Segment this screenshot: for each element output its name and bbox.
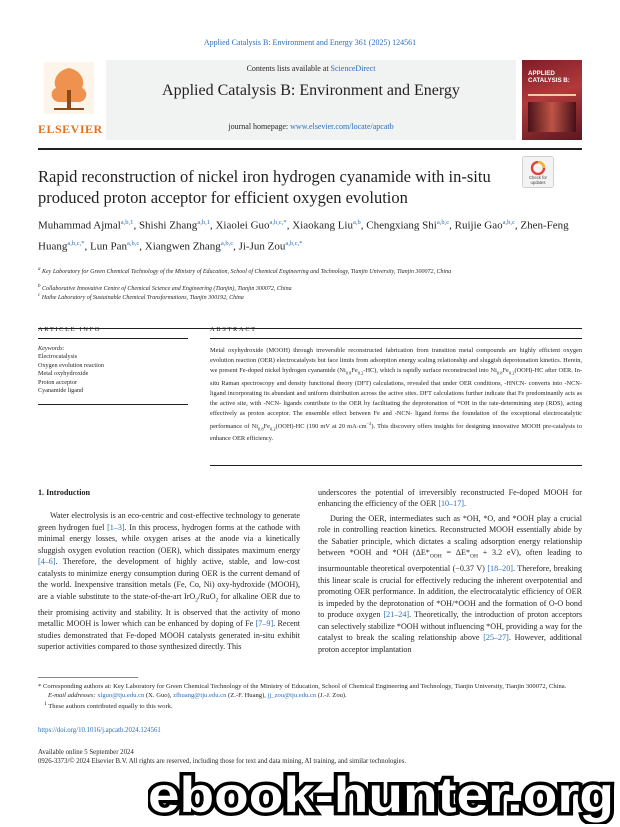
body-sub: OH: [470, 553, 478, 560]
body-sub: 2: [195, 597, 198, 604]
contents-line: [106, 64, 516, 73]
abstract-seg: (OOH)-HC after OER. In-situ Raman spectroscopy and density functional theory (DFT) calculations, revealed that under OER conditions, -HNCN- converts into -NCN- ligand incorporating its abundant and uniform distribution across the active sites. DFT calculations further indicate that Fe predominantly acts as the active site, with -NCN- ligands contribute to the OER by facilitating the deprotonation of *OH in the rate-determining step (RDS), acting effectively as proton acceptor. The ensemble effect between Fe and -NCN- ligand forms the foundation of the exceptional electrocatalytic performance of Ni: [210, 367, 582, 431]
article-info-rule: [38, 328, 582, 329]
body-seg: + 3.2 eV), often leading to insurmountable theoretical overpotential (−0.37 V): [318, 548, 582, 574]
cover-title: APPLIED CATALYSIS B:: [528, 70, 570, 84]
keyword-item: Cyanamide ligand: [38, 387, 84, 395]
abstract-text: [210, 346, 582, 444]
abstract-heading: ABSTRACT: [210, 326, 257, 333]
author-list: [38, 214, 578, 255]
body-seg: for alkaline OER due to their promising activity and stability. It is observed that the activity of mono metallic MOOH is lower which can be enhanced by doping of Fe: [38, 591, 300, 629]
abstract-bottom-rule: [210, 465, 582, 466]
keyword-item: Metal oxyhydroxide: [38, 370, 89, 378]
author-name[interactable]: Xiangwen Zhang: [144, 240, 221, 253]
doi-link[interactable]: https://doi.org/10.1016/j.apcatb.2024.124561: [38, 727, 161, 734]
reference-link[interactable]: [7–9]: [255, 619, 274, 629]
affiliation-mark: a: [38, 267, 41, 272]
author-affiliation-mark[interactable]: a,b: [352, 219, 361, 226]
abstract-seg: Fe: [263, 423, 270, 431]
abstract-sub: 0.8: [345, 370, 352, 376]
journal-name: Applied Catalysis B: Environment and Energy: [162, 82, 460, 99]
affiliation-text: Haihe Laboratory of Sustainable Chemical Transformations, Tianjin 300192, China: [41, 295, 244, 301]
footnote-rule: [38, 677, 138, 678]
abstract-rule: [210, 338, 582, 339]
body-seg: .: [463, 499, 466, 509]
body-column-right: [318, 487, 582, 655]
homepage-prefix: journal homepage:: [228, 122, 291, 131]
abstract-sub: 0.8: [496, 370, 503, 376]
keywords-list: [38, 353, 188, 395]
keyword-item: Oxygen evolution reaction: [38, 361, 104, 369]
elsevier-wordmark: ELSEVIER: [38, 122, 103, 136]
body-seg: . Theoretically, the introduction of proton acceptors can selectively stabilize *OOH without influencing *OH, providing a way for the catalyst to break the scaling relationship above: [318, 610, 582, 643]
email-link-huang[interactable]: zfhuang@tju.edu.cn: [173, 692, 227, 700]
journal-cover-image[interactable]: [522, 60, 582, 140]
author-separator: ,: [139, 240, 145, 253]
check-updates-label: Check for updates: [529, 175, 547, 185]
watermark-text: ebook-hunter.org: [148, 767, 614, 823]
author-name[interactable]: Xiaokang Liu: [292, 219, 353, 232]
body-seg: /RuO: [198, 591, 216, 601]
author-separator: ,: [133, 219, 139, 232]
author-separator: ,: [360, 219, 367, 232]
intro-paragraph: [38, 510, 300, 652]
author-name[interactable]: Lun Pan: [89, 240, 127, 253]
author-affiliation-mark[interactable]: a,b,c,*: [285, 239, 303, 247]
author-name[interactable]: Muhammad Ajmal: [38, 219, 121, 232]
check-for-updates-button[interactable]: [522, 156, 554, 188]
body-sub: OOH: [429, 553, 442, 560]
cover-artwork: [528, 102, 576, 132]
email-addresses: [38, 691, 582, 700]
author-name[interactable]: Chengxiang Shi: [366, 219, 437, 232]
email-owner: (J.-J. Zou).: [316, 692, 347, 700]
header-rule: [38, 148, 582, 150]
journal-citation-link[interactable]: Applied Catalysis B: Environment and Energy 361 (2025) 124561: [203, 38, 417, 47]
author-name[interactable]: Shishi Zhang: [138, 219, 198, 232]
keywords-box: [38, 345, 188, 395]
journal-banner: [106, 60, 516, 140]
reference-link[interactable]: [1–3]: [107, 522, 125, 532]
reference-link[interactable]: [10–17]: [438, 499, 464, 509]
reference-link[interactable]: [21–24]: [383, 610, 410, 620]
abstract-sub: 0.2: [508, 370, 515, 376]
body-seg: . However, additional proton acceptor implantation: [318, 633, 582, 654]
author-affiliation-mark[interactable]: a,b,c: [436, 219, 450, 226]
body-seg: During the OER, intermediates such as *OH, *O, and *OOH play a crucial role in controlling reaction kinetics. Reconstructed MOOH essentially abide by the Sabatier principle, which dictates a scaling adsorption energy relationship between *OOH and *OH (ΔE*: [318, 513, 582, 558]
equal-contribution-note: [38, 700, 582, 711]
abstract-seg: -HC), which is rapidly surface reconstructed into Ni: [363, 367, 497, 375]
reference-link[interactable]: [18–20]: [487, 564, 513, 574]
email-link-guo[interactable]: xlguo@tju.edu.cn: [97, 692, 145, 700]
abstract-seg: Metal oxyhydroxide (MOOH) through irreversible reconstructed fabrication from transition metal compounds are highly efficient oxygen evolution reaction (OER) electrocatalysts but face limits from adsorption energy scaling relationship and sluggish deprotonation kinetics. Herein, we present Fe-doped nickel hydrogen cyanamide (Ni: [210, 347, 582, 375]
email-label: E-mail addresses:: [48, 692, 98, 700]
author-separator: ,: [209, 219, 216, 232]
keyword-item: Electrocatalysis: [38, 353, 78, 361]
homepage-line: [106, 122, 516, 131]
equal-mark: 1: [44, 701, 47, 708]
affiliation-item: [38, 266, 578, 276]
keywords-bottom-rule: [38, 404, 188, 405]
contents-prefix: Contents lists available at: [246, 64, 331, 73]
author-affiliation-mark[interactable]: a,b,c: [502, 219, 515, 226]
body-seg: . Therefore, the development of highly active, stable, and low-cost catalysts to minimize energy consumption during OER is the current demand of the world. Inexpensive transition metals (Fe, Co, Ni) oxy-hydroxide (MOOH), are a viable substitute to the state-of-the-art IrO: [38, 557, 300, 601]
journal-homepage-link[interactable]: www.elsevier.com/locate/apcatb: [290, 122, 394, 131]
author-name[interactable]: Zhen-Feng Huang: [38, 219, 569, 253]
author-affiliation-mark[interactable]: a,b,c: [126, 239, 140, 247]
available-online-date: Available online 5 September 2024: [38, 749, 134, 756]
affiliation-mark: b: [38, 284, 41, 289]
abstract-sup: −2: [366, 420, 372, 426]
author-name[interactable]: Xiaolei Guo: [215, 219, 270, 232]
author-name[interactable]: Ji-Jun Zou: [238, 240, 286, 253]
footnotes: [38, 682, 582, 712]
reference-link[interactable]: [25–27]: [483, 633, 509, 643]
affiliation-item: [38, 292, 578, 302]
affiliation-text: Collaborative Innovative Centre of Chemical Science and Engineering (Tianjin), Tianjin 300072, China: [42, 286, 292, 292]
author-affiliation-mark[interactable]: a,b,c,*: [269, 219, 287, 226]
watermark-logo: [148, 766, 618, 824]
copyright-line: 0926-3373/© 2024 Elsevier B.V. All rights are reserved, including those for text and data mining, AI training, and similar technologies.: [38, 758, 407, 766]
article-title: Rapid reconstruction of nickel iron hydrogen cyanamide with in-situ produced proton acceptor for efficient oxygen evolution: [38, 167, 491, 207]
body-seg: . In this process, hydrogen forms at the cathode with minimal energy losses, while oxygen arises at the anode via a kinetically sluggish oxygen evolution reaction (OER), which dissipates maximum energy: [38, 522, 300, 555]
body-sub: 2: [215, 597, 219, 604]
cover-stripe: [528, 94, 576, 96]
author-separator: ,: [449, 219, 455, 232]
elsevier-tree-icon: [44, 62, 94, 114]
keywords-rule: [38, 338, 188, 339]
equal-text: These authors contributed equally to this work.: [48, 703, 173, 711]
author-affiliation-mark[interactable]: a,b,c: [220, 239, 234, 247]
affiliation-text: Key Laboratory for Green Chemical Technology of the Ministry of Education, School of Chemical Engineering and Technology, Tianjin University, Tianjin 300072, China: [42, 269, 452, 275]
author-affiliation-mark[interactable]: a,b,1: [120, 219, 134, 226]
author-affiliation-mark[interactable]: a,b,c,*: [67, 239, 85, 247]
abstract-seg: Fe: [502, 367, 509, 375]
author-separator: ,: [286, 219, 293, 232]
email-owner: (X. Guo),: [144, 692, 174, 700]
author-name[interactable]: Ruijie Gao: [454, 219, 503, 232]
article-info-heading: ARTICLE INFO: [38, 326, 102, 333]
body-seg: . Recent studies demonstrated that Fe-doped MOOH catalysts generated in-situ exhibit superior activities compared to those synthesized directly. This: [38, 619, 300, 652]
keywords-label: Keywords:: [38, 345, 65, 352]
abstract-seg: Fe: [351, 367, 358, 375]
abstract-sub: 0.8: [257, 426, 264, 432]
abstract-seg: ). This discovery offers insights for designing innovative MOOH pre-catalysts to enhance OER efficiency.: [210, 423, 582, 443]
body-seg: = ΔE*: [441, 548, 470, 558]
abstract-sub: 0.2: [357, 370, 364, 376]
publication-info: [38, 748, 582, 766]
affiliation-mark: c: [38, 293, 41, 298]
elsevier-logo[interactable]: [38, 60, 103, 140]
body-paragraph: [318, 513, 582, 655]
author-separator: ,: [233, 240, 239, 253]
introduction-heading: 1. Introduction: [38, 488, 91, 497]
email-link-zou[interactable]: jj_zou@tju.edu.cn: [267, 692, 317, 700]
reference-link[interactable]: [4–6]: [38, 557, 56, 567]
author-separator: ,: [514, 219, 521, 232]
corresponding-author-note: * Corresponding authors at: Key Laboratory for Green Chemical Technology of the Ministry of Education, School of Chemical Engineering and Technology, Tianjin University, Tianjin 300072, China.: [38, 683, 567, 690]
abstract-sub: 0.2: [269, 426, 276, 432]
keyword-item: Proton acceptor: [38, 378, 78, 386]
email-owner: (Z.-F. Huang),: [226, 692, 268, 700]
author-affiliation-mark[interactable]: a,b,1: [197, 219, 210, 226]
body-paragraph: [318, 487, 582, 510]
body-seg: . Therefore, breaking this linear scale is crucial for effectively reducing the inherent overpotential and promoting OER performance. In addition, the electrocatalytic efficiency of OER is impeded by the deprotonation of *OH/*OOH and the formation of O-O bond to produce oxygen: [318, 564, 582, 620]
sciencedirect-link[interactable]: ScienceDirect: [330, 64, 376, 73]
body-column-left: [38, 487, 300, 653]
journal-header: [38, 60, 582, 140]
body-seg: underscores the potential of irreversibly reconstructed Fe-doped MOOH for enhancing the efficiency of the OER: [318, 488, 582, 509]
check-updates-icon: [530, 161, 546, 175]
body-seg: Water electrolysis is an eco-centric and cost-effective technology to generate green hydrogen fuel: [38, 511, 300, 532]
author-separator: ,: [84, 240, 90, 253]
abstract-seg: (OOH)-HC (190 mV at 20 mA·cm: [275, 423, 367, 431]
